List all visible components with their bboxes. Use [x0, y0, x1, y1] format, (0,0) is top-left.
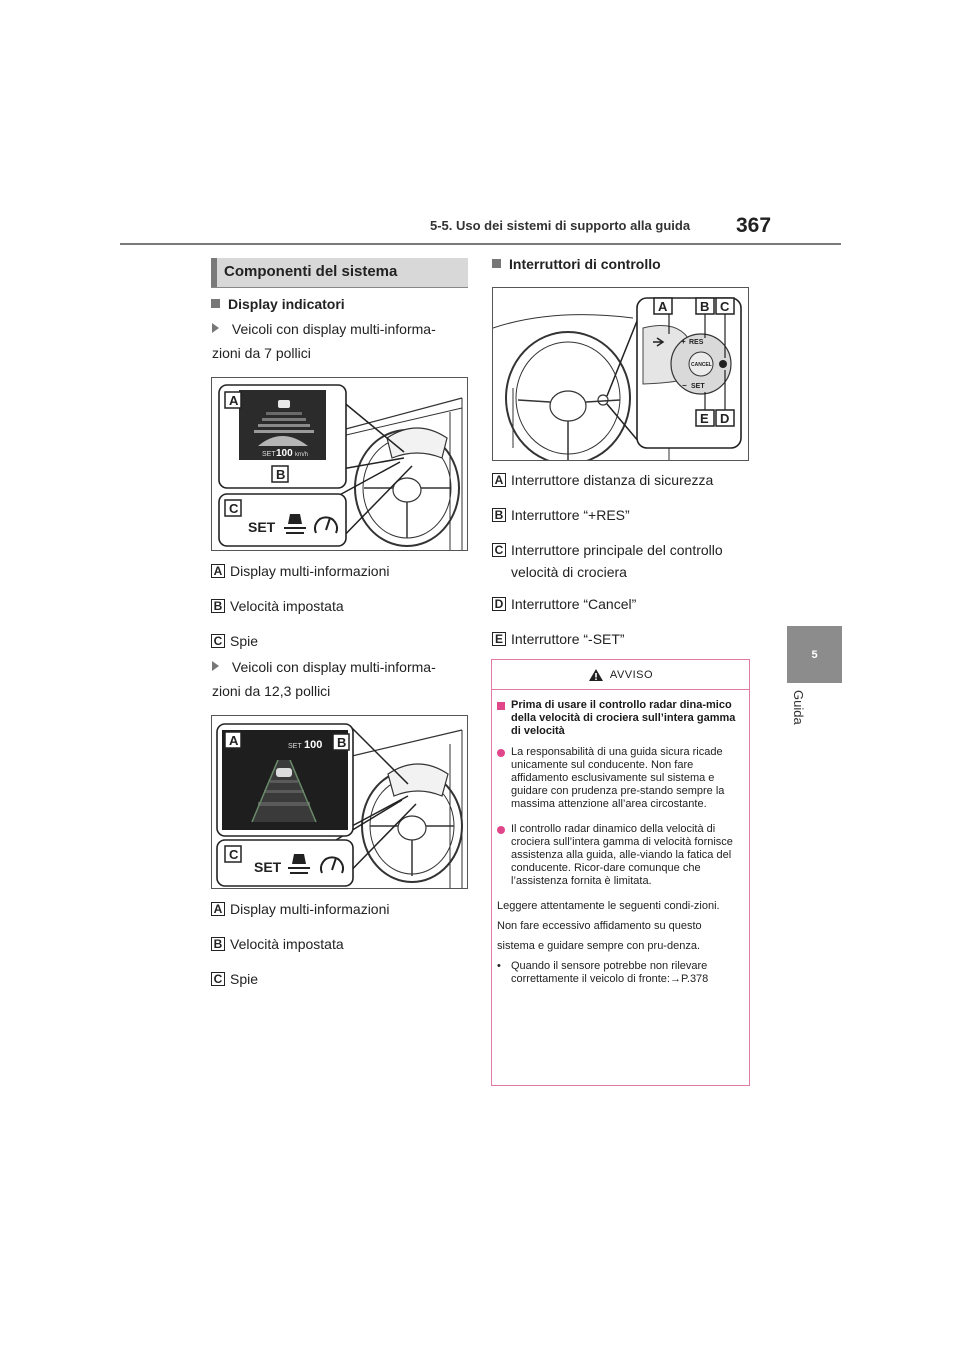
legend-item: C Interruttore principale del controllo velocità di crociera [492, 542, 749, 583]
legend-item: A Interruttore distanza di sicurezza [492, 472, 749, 491]
control-switches-heading: Interruttori di controllo [492, 256, 661, 272]
triangle-bullet-icon [212, 323, 219, 333]
legend-key: C [211, 972, 225, 986]
legend-key: A [211, 564, 225, 578]
chapter-label: Guida [791, 690, 806, 725]
legend-key: C [211, 634, 225, 648]
main-switch-icon [719, 360, 727, 368]
legend-key: A [211, 902, 225, 916]
legend-item: A Display multi-informazioni [211, 901, 468, 920]
fig3-cancel-label: CANCEL [691, 362, 712, 368]
legend-item: B Velocità impostata [211, 598, 468, 617]
variant2-legend [211, 901, 468, 990]
header-rule [120, 243, 841, 245]
bullet-dot-icon [497, 749, 505, 757]
svg-text:C: C [229, 501, 239, 516]
figure-switches-illustration [493, 288, 749, 461]
switches-legend [492, 472, 749, 650]
svg-text:C: C [229, 847, 239, 862]
svg-text:A: A [229, 393, 239, 408]
svg-text:A: A [229, 733, 239, 748]
triangle-bullet-icon [212, 661, 219, 671]
fig3-set-label: SET [691, 383, 705, 390]
legend-item: C Spie [211, 633, 468, 652]
warning-item: Il controllo radar dinamico della velocità di crociera sull’intera gamma di velocità fornisce assistenza alla guida, alle-viando la fatica del conducente. Ricor-dare comunque che l’assistenza fornita è limitata. [497, 823, 741, 888]
fig1-unit: km/h [295, 452, 309, 458]
svg-text:A: A [658, 299, 668, 314]
svg-text:D: D [720, 411, 730, 426]
figure-12in-display [211, 715, 468, 889]
legend-key: B [211, 599, 225, 613]
fig1-indicator-set: SET [248, 519, 276, 535]
bullet-dot-icon [497, 826, 505, 834]
legend-item: B Interruttore “+RES” [492, 507, 749, 526]
figure-7in-illustration [212, 378, 468, 551]
fig1-set-text: SET [262, 451, 276, 458]
svg-text:B: B [700, 299, 710, 314]
display-indicators-heading: Display indicatori [211, 296, 345, 312]
warning-paragraph: Leggere attentamente le seguenti condi-zioni. Non fare eccessivo affidamento su questo sistema e guidare sempre con pru-denza. [497, 900, 720, 952]
warning-triangle-icon [588, 668, 604, 682]
variant1-bullet: Veicoli con display multi-informa-zioni da 7 pollici [212, 321, 436, 361]
chapter-number: 5 [811, 648, 818, 661]
variant2-bullet: Veicoli con display multi-informa-zioni da 12,3 pollici [212, 659, 436, 699]
warning-item: La responsabilità di una guida sicura ricade unicamente sul conducente. Non fare affidamento esclusivamente sul sistema e guidare con prudenza pre-stando sempre la massima attenzione all’area circostante. [497, 746, 741, 811]
warning-box [491, 659, 750, 1086]
fig1-speed: 100 [276, 448, 293, 459]
svg-text:B: B [337, 735, 347, 750]
legend-key: D [492, 597, 506, 611]
legend-item: C Spie [211, 971, 468, 990]
legend-key: B [211, 937, 225, 951]
fig2-indicator-set: SET [254, 859, 282, 875]
legend-key: B [492, 508, 506, 522]
square-bullet-icon [211, 299, 220, 308]
figure-steering-switches [492, 287, 749, 461]
svg-text:+: + [681, 337, 686, 346]
legend-item: A Display multi-informazioni [211, 563, 468, 582]
legend-key: C [492, 543, 506, 557]
variant1-legend [211, 563, 468, 652]
figure-7in-display [211, 377, 468, 551]
warning-note: • Quando il sensore potrebbe non rilevare correttamente il veicolo di fronte:→P.378 [497, 960, 709, 985]
legend-item: B Velocità impostata [211, 936, 468, 955]
svg-text:C: C [720, 299, 730, 314]
svg-text:−: − [682, 381, 687, 390]
legend-item: E Interruttore “-SET” [492, 631, 749, 650]
warning-title: AVVISO [609, 668, 654, 681]
section-rule [211, 287, 468, 288]
square-bullet-icon [492, 259, 501, 268]
page-number: 367 [736, 214, 772, 237]
legend-key: E [492, 632, 506, 646]
fig2-set-text: SET [288, 743, 302, 750]
section-title: Componenti del sistema [211, 258, 468, 287]
warning-header [492, 660, 749, 690]
fig2-speed: 100 [304, 739, 323, 751]
chapter-tab[interactable] [787, 626, 842, 683]
fig3-res-label: RES [689, 339, 704, 346]
legend-item: D Interruttore “Cancel” [492, 596, 749, 615]
legend-key: A [492, 473, 506, 487]
svg-text:E: E [700, 411, 709, 426]
figure-12in-illustration [212, 716, 468, 889]
running-header: 5-5. Uso dei sistemi di supporto alla guida [430, 218, 691, 233]
svg-text:B: B [276, 467, 286, 482]
warning-subhead: Prima di usare il controllo radar dina-mico della velocità di crociera sull’intera gamma di velocità [497, 699, 741, 738]
